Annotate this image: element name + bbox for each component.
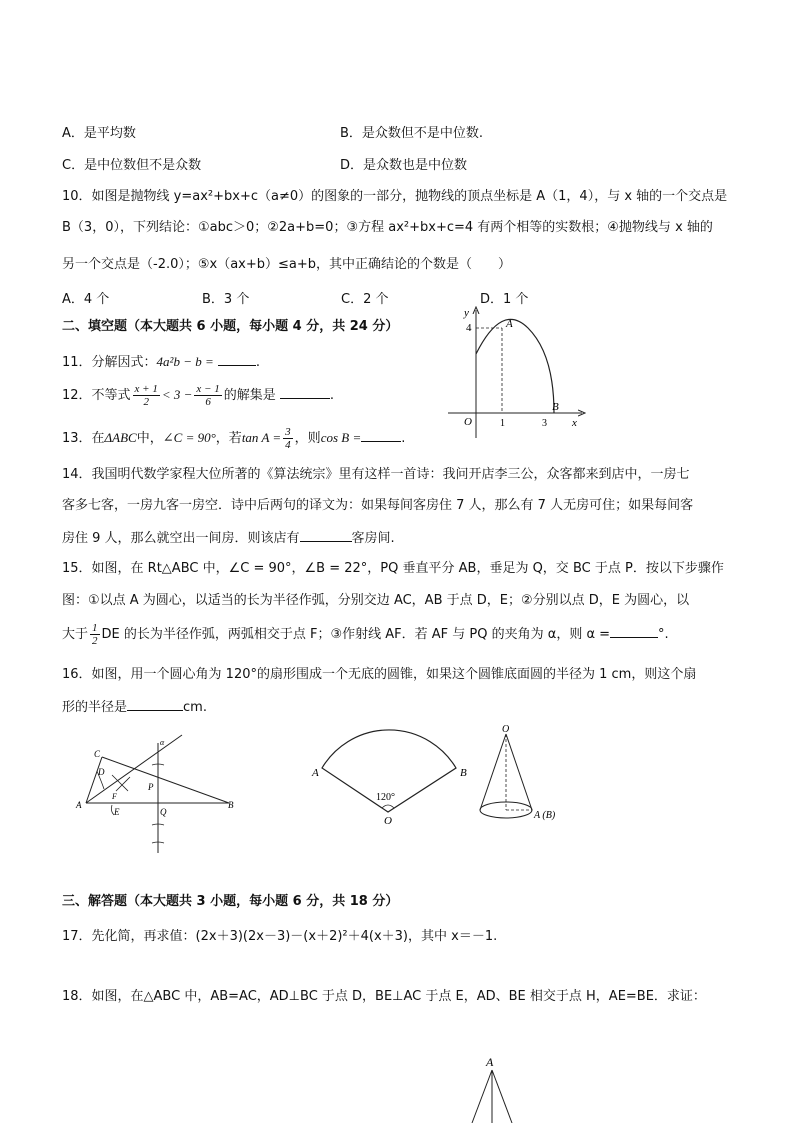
q16-answer-blank[interactable] bbox=[127, 697, 183, 711]
q9-option-d: D．是众数也是中位数 bbox=[340, 158, 468, 173]
q16-line-1: 16．如图，用一个圆心角为 120°的扇形围成一个无底的圆锥，如果这个圆锥底面圆的半径为 1 cm，则这个扇 bbox=[62, 667, 697, 682]
q13-text-2: ，若 bbox=[215, 431, 242, 446]
q13-fraction-numerator: 3 bbox=[285, 426, 291, 438]
q9-option-b: B．是众数但不是中位数. bbox=[340, 126, 484, 141]
sector-angle-label: 120° bbox=[376, 792, 395, 803]
q9-option-c: C．是中位数但不是众数 bbox=[62, 158, 202, 173]
q10-option-b: B．3 个 bbox=[202, 292, 250, 307]
q10-option-a: A．4 个 bbox=[62, 292, 110, 307]
q11-suffix: . bbox=[255, 355, 261, 370]
point-label-b: B bbox=[552, 401, 559, 413]
sector-figure bbox=[306, 726, 486, 826]
q18-triangle-figure bbox=[470, 1050, 530, 1123]
q12-fraction-1 bbox=[133, 383, 160, 408]
label-f: F bbox=[112, 792, 117, 801]
section-2-heading: 二、填空题（本大题共 6 小题，每小题 4 分，共 24 分） bbox=[62, 319, 399, 334]
q13-text-1: 中， bbox=[136, 431, 163, 446]
q14-line-3 bbox=[62, 528, 395, 548]
q12 bbox=[62, 380, 334, 411]
q15-fraction-denominator: 2 bbox=[92, 635, 98, 647]
section-3-heading: 三、解答题（本大题共 3 小题，每小题 6 分，共 18 分） bbox=[62, 894, 399, 909]
x-tick-3: 3 bbox=[542, 418, 547, 429]
q13-tan: tan A = bbox=[241, 430, 282, 445]
origin-label: O bbox=[464, 416, 472, 428]
q13-end: . bbox=[401, 431, 406, 446]
label-d: D bbox=[98, 767, 105, 777]
q12-end: . bbox=[329, 388, 335, 403]
label-p: P bbox=[148, 782, 154, 792]
q10-line-3: 另一个交点是（-2.0）；⑤x（ax+b）≤a+b，其中正确结论的个数是（ ） bbox=[62, 257, 512, 272]
q13 bbox=[62, 424, 405, 453]
label-q: Q bbox=[160, 807, 167, 817]
triangle-construction-figure bbox=[72, 735, 242, 855]
q14-answer-blank[interactable] bbox=[300, 528, 352, 542]
x-axis-label: x bbox=[572, 417, 577, 429]
q18: 18．如图，在△ABC 中，AB=AC，AD⊥BC 于点 D，BE⊥AC 于点 E，AD、BE 相交于点 H，AE=BE．求证： bbox=[62, 989, 706, 1004]
x-tick-1: 1 bbox=[500, 418, 505, 429]
q10-line-2: B（3，0），下列结论：①abc＞0；②2a+b=0；③方程 ax²+bx+c=4 有两个相等的实数根；④抛物线与 x 轴的 bbox=[62, 220, 713, 235]
cone-right-edge bbox=[506, 734, 532, 810]
q11-prefix: 11．分解因式： bbox=[62, 355, 157, 370]
q12-answer-blank[interactable] bbox=[280, 385, 330, 399]
label-alpha: α bbox=[160, 738, 165, 747]
q11-answer-blank[interactable] bbox=[218, 352, 256, 366]
cone-apex-label: O bbox=[502, 724, 510, 735]
label-b: B bbox=[228, 800, 234, 810]
y-axis-label: y bbox=[464, 307, 469, 319]
q12-fraction-2-denominator: 6 bbox=[205, 396, 211, 408]
q10-option-c: C．2 个 bbox=[341, 292, 389, 307]
q13-cos: cos B = bbox=[320, 430, 362, 445]
segment-ac bbox=[86, 757, 102, 803]
segment-cb bbox=[102, 757, 229, 803]
q13-text-3: ，则 bbox=[294, 431, 321, 446]
q12-prefix: 12．不等式 bbox=[62, 388, 131, 403]
q13-condition: ∠C = 90° bbox=[162, 430, 216, 445]
q18-edge-right bbox=[492, 1070, 512, 1123]
q11-expression: 4a²b − b = bbox=[156, 354, 214, 369]
y-tick-4: 4 bbox=[466, 322, 472, 334]
q18-label-a: A bbox=[486, 1055, 494, 1069]
q13-triangle: ΔABC bbox=[104, 430, 137, 445]
q13-fraction bbox=[283, 426, 293, 451]
q15-answer-blank[interactable] bbox=[610, 624, 658, 638]
q12-fraction-2-numerator: x − 1 bbox=[196, 383, 220, 395]
q15-line-3-b: DE 的长为半径作弧，两弧相交于点 F；③作射线 AF．若 AF 与 PQ 的夹角为 α，则 α = bbox=[101, 627, 611, 642]
q15-line-1: 15．如图，在 Rt△ABC 中，∠C = 90°，∠B = 22°，PQ 垂直平分 AB，垂足为 Q，交 BC 于点 P．按以下步骤作 bbox=[62, 561, 724, 576]
sector-label-a: A bbox=[312, 767, 319, 779]
q10-option-d: D．1 个 bbox=[480, 292, 529, 307]
q15-line-3-end: °. bbox=[658, 627, 669, 642]
q17: 17．先化简，再求值：(2x＋3)(2x－3)－(x＋2)²＋4(x＋3)，其中 x＝－1. bbox=[62, 929, 498, 944]
q10-line-1: 10．如图是抛物线 y=ax²+bx+c（a≠0）的图象的一部分，抛物线的顶点坐标是 A（1，4），与 x 轴的一个交点是 bbox=[62, 189, 728, 204]
q14-line-1: 14．我国明代数学家程大位所著的《算法统宗》里有这样一首诗：我问开店李三公，众客都来到店中，一房七 bbox=[62, 467, 690, 482]
q18-edge-left bbox=[472, 1070, 492, 1123]
q11 bbox=[62, 352, 260, 372]
q16-line-2 bbox=[62, 697, 207, 717]
q13-answer-blank[interactable] bbox=[361, 428, 401, 442]
q15-line-2: 图：①以点 A 为圆心，以适当的长为半径作弧，分别交边 AC，AB 于点 D，E；②分别以点 D，E 为圆心，以 bbox=[62, 593, 690, 608]
parabola-curve bbox=[476, 319, 554, 413]
cone-left-edge bbox=[480, 734, 506, 810]
label-a: A bbox=[76, 800, 82, 810]
q16-line-2-b: cm. bbox=[183, 700, 207, 715]
sector-label-o: O bbox=[384, 815, 392, 827]
q12-suffix: 的解集是 bbox=[223, 388, 276, 403]
cone-base-label: A (B) bbox=[534, 810, 556, 821]
q14-line-3-a: 房住 9 人，那么就空出一间房．则该店有 bbox=[62, 531, 300, 546]
q12-middle: < 3 − bbox=[161, 387, 193, 402]
q15-fraction bbox=[90, 622, 100, 647]
sector-label-b: B bbox=[460, 767, 467, 779]
q15-line-3 bbox=[62, 620, 669, 650]
label-e: E bbox=[114, 807, 120, 817]
q12-fraction-2 bbox=[194, 383, 221, 408]
q14-line-3-b: 客房间. bbox=[351, 531, 395, 546]
q15-line-3-a: 大于 bbox=[62, 627, 89, 642]
q12-fraction-1-denominator: 2 bbox=[143, 396, 149, 408]
q13-prefix: 13．在 bbox=[62, 431, 105, 446]
q16-line-2-a: 形的半径是 bbox=[62, 700, 128, 715]
cone-figure bbox=[474, 726, 574, 826]
angle-arc bbox=[382, 805, 394, 808]
q13-fraction-denominator: 4 bbox=[285, 439, 291, 451]
q14-line-2: 客多七客，一房九客一房空．诗中后两句的译文为：如果每间客房住 7 人，那么有 7 人无房可住；如果每间客 bbox=[62, 498, 694, 513]
parabola-figure bbox=[440, 300, 590, 440]
q12-fraction-1-numerator: x + 1 bbox=[134, 383, 158, 395]
label-c: C bbox=[94, 749, 101, 759]
q15-fraction-numerator: 1 bbox=[92, 622, 98, 634]
vertex-label-a: A bbox=[506, 318, 513, 330]
q9-option-a: A．是平均数 bbox=[62, 126, 136, 141]
